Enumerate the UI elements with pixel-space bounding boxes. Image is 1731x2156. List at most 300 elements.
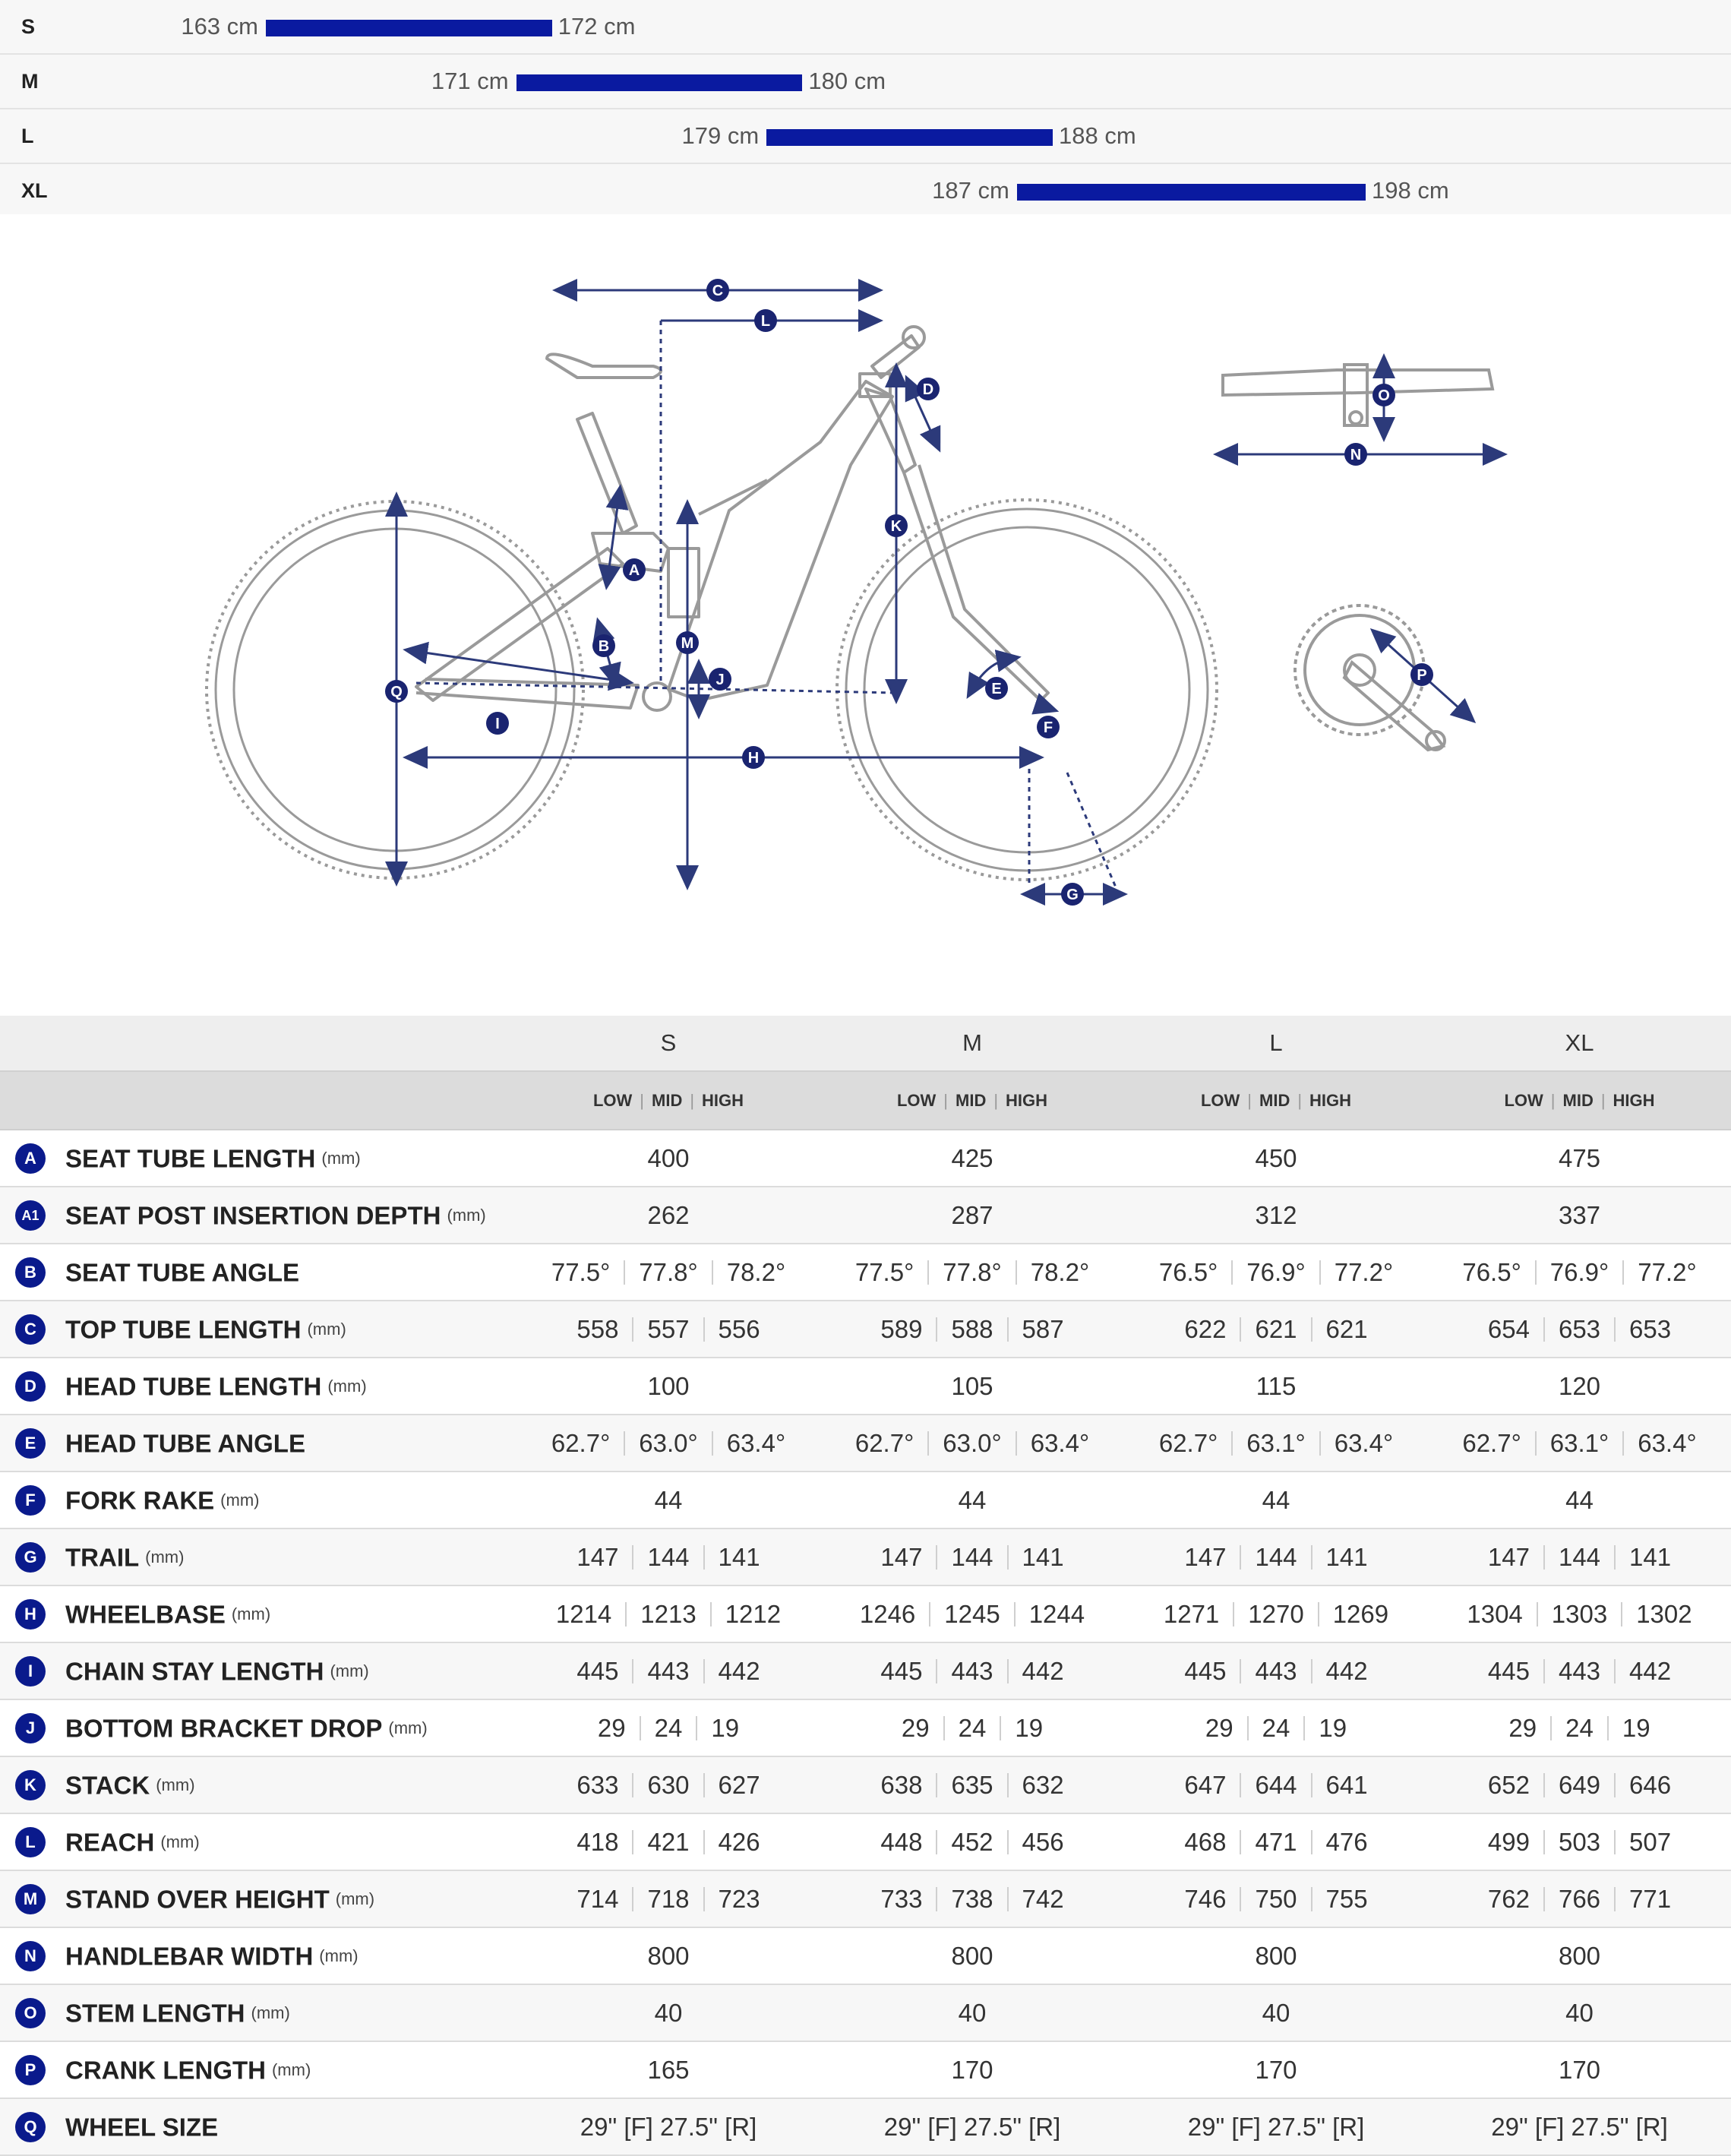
value-separator [1614,1773,1616,1797]
value-separator [703,1659,705,1683]
separator: | [1297,1090,1303,1110]
size-range-bar [766,129,1053,146]
value-separator [703,1317,705,1342]
value-cell: 287 [820,1187,1124,1244]
value-separator [1240,1887,1241,1911]
row-unit: (mm) [251,2003,290,2023]
value-low: 29 [1205,1713,1233,1742]
value-separator [1543,1830,1545,1854]
value-mid: 766 [1558,1884,1601,1913]
row-name: STEM LENGTH [65,1999,245,2028]
value-mid: 63.0° [639,1428,698,1457]
value-separator [632,1545,633,1570]
size-range-chart [0,0,1731,219]
geometry-row-g [0,1528,1731,1585]
row-unit: (mm) [321,1149,361,1168]
value-separator [1550,1716,1552,1740]
row-unit: (mm) [156,1775,195,1795]
value-high: 19 [1015,1713,1044,1742]
value-separator [1614,1887,1616,1911]
value-separator [1231,1260,1233,1285]
value-low: 499 [1487,1827,1530,1856]
value-low: 622 [1184,1314,1227,1343]
value-cell: 40 [516,1984,820,2041]
value-separator [624,1260,625,1285]
value-mid: 1270 [1248,1599,1304,1628]
row-badge: A1 [15,1200,46,1231]
geometry-row-q [0,2098,1731,2155]
value-separator [1247,1716,1249,1740]
value-high: 77.2° [1638,1257,1697,1286]
setting-header-l [1124,1071,1428,1130]
value-cell [820,1699,1124,1756]
value-low: 76.5° [1462,1257,1521,1286]
value-cell: 337 [1428,1187,1731,1244]
value-separator [696,1716,697,1740]
setting-label-high: HIGH [1006,1090,1048,1110]
row-label-cell [0,1415,516,1472]
size-range-bar [266,20,552,36]
value-high: 632 [1022,1770,1064,1799]
separator: | [640,1090,644,1110]
row-name: WHEEL SIZE [65,2113,219,2142]
value-cell: 100 [516,1358,820,1415]
value-low: 147 [1487,1542,1530,1571]
setting-header-row [0,1071,1731,1130]
value-separator [1311,1887,1312,1911]
value-high: 456 [1022,1827,1064,1856]
value-cell: 40 [1428,1984,1731,2041]
value-high: 19 [711,1713,740,1742]
value-cell [1124,1642,1428,1699]
value-mid: 144 [647,1542,690,1571]
value-separator [632,1887,633,1911]
row-label-cell [0,1130,516,1187]
diagram-badge-label: M [681,635,694,652]
value-cell: 44 [1124,1472,1428,1528]
geometry-table [0,1016,1731,2156]
row-unit: (mm) [388,1718,428,1738]
size-header-m: M [820,1016,1124,1071]
value-separator [1311,1545,1312,1570]
value-high: 723 [718,1884,760,1913]
value-high: 587 [1022,1314,1064,1343]
value-low: 29 [1508,1713,1537,1742]
value-mid: 635 [951,1770,993,1799]
diagram-badge-label: B [598,638,610,655]
value-mid: 443 [647,1656,690,1685]
row-label-cell [0,1585,516,1642]
size-row-s [0,0,1731,55]
value-mid: 63.1° [1549,1428,1609,1457]
value-low: 62.7° [854,1428,914,1457]
row-unit: (mm) [330,1661,369,1681]
row-unit: (mm) [271,2060,311,2080]
value-separator [712,1260,713,1285]
row-badge: G [15,1542,46,1573]
value-low: 1304 [1467,1599,1523,1628]
value-low: 1214 [555,1599,612,1628]
value-high: 742 [1022,1884,1064,1913]
value-separator [1007,1773,1009,1797]
value-separator [703,1830,705,1854]
value-cell [1428,1870,1731,1927]
value-separator [929,1602,930,1626]
value-low: 77.5° [551,1257,611,1286]
row-unit: (mm) [145,1547,185,1567]
value-separator [1543,1317,1545,1342]
value-cell [1124,1528,1428,1585]
value-high: 621 [1325,1314,1368,1343]
value-separator [1007,1545,1009,1570]
diagram-badge-label: J [715,672,725,688]
value-separator [1311,1659,1312,1683]
value-high: 63.4° [726,1428,786,1457]
row-label-cell [0,1528,516,1585]
value-mid: 471 [1255,1827,1297,1856]
value-separator [712,1431,713,1456]
value-cell: 170 [1428,2041,1731,2098]
value-separator [624,1431,625,1456]
value-high: 507 [1629,1827,1672,1856]
geometry-row-c [0,1301,1731,1358]
size-range-max: 180 cm [808,68,886,94]
row-name: HEAD TUBE ANGLE [65,1429,305,1458]
value-separator [632,1830,633,1854]
value-separator [1319,1260,1321,1285]
value-low: 762 [1487,1884,1530,1913]
geometry-row-k [0,1756,1731,1813]
value-cell [1124,1813,1428,1870]
value-low: 558 [576,1314,619,1343]
value-low: 1246 [859,1599,916,1628]
separator: | [1550,1090,1556,1110]
value-separator [1240,1659,1241,1683]
value-low: 62.7° [1462,1428,1521,1457]
geometry-row-a [0,1130,1731,1187]
diagram-badge-label: E [991,681,1002,697]
value-cell [516,1642,820,1699]
row-badge: K [15,1770,46,1800]
size-row-label: M [21,70,39,93]
value-separator [1537,1602,1538,1626]
value-separator [1240,1317,1241,1342]
row-badge: O [15,1998,46,2028]
value-high: 1269 [1332,1599,1389,1628]
size-row-label: S [21,15,36,38]
value-high: 19 [1319,1713,1347,1742]
value-low: 29 [597,1713,626,1742]
value-mid: 77.8° [943,1257,1002,1286]
row-unit: (mm) [327,1377,367,1396]
diagram-badge-label: H [747,750,760,767]
row-name: FORK RAKE [65,1486,215,1515]
size-row-label: XL [21,179,48,202]
size-range-min: 179 cm [681,122,760,149]
value-high: 19 [1622,1713,1650,1742]
value-cell [1124,1244,1428,1301]
value-cell [820,1585,1124,1642]
diagram-badge-label: N [1350,447,1362,463]
diagram-badge-label: F [1043,719,1053,736]
value-separator [1240,1830,1241,1854]
row-badge: J [15,1713,46,1743]
setting-label-low: LOW [592,1090,633,1110]
row-badge: D [15,1371,46,1402]
diagram-badge-label: O [1378,387,1390,404]
value-cell [1124,1585,1428,1642]
value-separator [625,1602,627,1626]
value-separator [1007,1830,1009,1854]
value-low: 468 [1184,1827,1227,1856]
row-name: TOP TUBE LENGTH [65,1315,302,1344]
setting-label-high: HIGH [702,1090,744,1110]
value-high: 771 [1629,1884,1672,1913]
value-separator [1007,1317,1009,1342]
value-cell: 165 [516,2041,820,2098]
value-cell: 800 [516,1927,820,1984]
value-separator [640,1716,641,1740]
setting-header-xl [1428,1071,1731,1130]
value-separator [632,1659,633,1683]
handlebar-drawing [1223,365,1493,425]
row-unit: (mm) [447,1206,486,1225]
value-separator [1240,1545,1241,1570]
value-cell [1428,1585,1731,1642]
row-badge: L [15,1827,46,1857]
value-cell [516,1699,820,1756]
value-mid: 649 [1558,1770,1601,1799]
value-cell: 170 [820,2041,1124,2098]
value-separator [936,1887,937,1911]
geometry-diagram [0,214,1731,1016]
value-mid: 653 [1558,1314,1601,1343]
row-badge: A [15,1143,46,1174]
setting-label-high: HIGH [1309,1090,1352,1110]
value-cell [820,1528,1124,1585]
value-separator [1543,1545,1545,1570]
diagram-badge-label: K [890,518,902,535]
geometry-row-o [0,1984,1731,2041]
bike-frame [416,327,1048,710]
value-mid: 557 [647,1314,690,1343]
value-separator [1535,1431,1537,1456]
separator: | [1247,1090,1252,1110]
setting-label-low: LOW [896,1090,937,1110]
value-cell: 400 [516,1130,820,1187]
row-label-cell [0,1472,516,1528]
value-high: 141 [1022,1542,1064,1571]
value-mid: 630 [647,1770,690,1799]
value-separator [1007,1659,1009,1683]
value-mid: 443 [1255,1656,1297,1685]
value-cell [516,1415,820,1472]
value-separator [927,1431,929,1456]
value-low: 29 [901,1713,930,1742]
value-high: 1212 [725,1599,782,1628]
value-low: 445 [576,1656,619,1685]
size-range-max: 172 cm [558,13,636,40]
value-mid: 24 [1262,1713,1290,1742]
value-separator [936,1545,937,1570]
row-name: SEAT TUBE ANGLE [65,1258,300,1287]
row-name: SEAT POST INSERTION DEPTH [65,1201,441,1230]
row-badge: E [15,1428,46,1459]
value-separator [1543,1887,1545,1911]
value-cell [1124,1301,1428,1358]
value-low: 147 [576,1542,619,1571]
value-separator [936,1830,937,1854]
value-mid: 452 [951,1827,993,1856]
value-mid: 24 [654,1713,683,1742]
value-cell [1428,1642,1731,1699]
value-cell [516,1585,820,1642]
size-range-max: 198 cm [1372,177,1449,204]
size-row-label: L [21,125,34,147]
value-cell [820,1870,1124,1927]
value-cell [820,1642,1124,1699]
value-mid: 144 [1255,1542,1297,1571]
geometry-row-m [0,1870,1731,1927]
separator: | [993,1090,999,1110]
value-separator [1622,1260,1624,1285]
value-cell: 105 [820,1358,1124,1415]
diagram-badge-label: P [1417,667,1427,684]
geometry-row-f [0,1472,1731,1528]
value-separator [1311,1317,1312,1342]
value-low: 589 [880,1314,923,1343]
setting-label-mid: MID [1562,1090,1594,1110]
value-cell: 170 [1124,2041,1428,2098]
value-cell [516,1756,820,1813]
value-low: 418 [576,1827,619,1856]
value-cell [820,1244,1124,1301]
value-separator [1240,1773,1241,1797]
size-range-max: 188 cm [1059,122,1136,149]
size-header-xl: XL [1428,1016,1731,1071]
row-label-cell [0,1756,516,1813]
value-low: 62.7° [1158,1428,1218,1457]
value-mid: 443 [1558,1656,1601,1685]
value-low: 647 [1184,1770,1227,1799]
row-name: REACH [65,1828,155,1857]
value-low: 77.5° [854,1257,914,1286]
diagram-badge-label: I [495,716,500,732]
value-high: 63.4° [1334,1428,1394,1457]
size-range-bar [516,74,803,91]
value-cell [516,1813,820,1870]
value-cell [1428,1244,1731,1301]
value-mid: 503 [1558,1827,1601,1856]
value-cell: 262 [516,1187,820,1244]
row-name: CRANK LENGTH [65,2056,266,2085]
size-range-min: 163 cm [181,13,258,40]
value-low: 445 [880,1656,923,1685]
value-high: 78.2° [1030,1257,1090,1286]
value-high: 1244 [1028,1599,1085,1628]
bike-diagram-svg [0,214,1731,1016]
row-name: HANDLEBAR WIDTH [65,1942,314,1971]
value-separator [703,1773,705,1797]
value-low: 714 [576,1884,619,1913]
value-mid: 738 [951,1884,993,1913]
front-wheel [837,500,1217,880]
row-label-cell [0,2041,516,2098]
size-header-s: S [516,1016,820,1071]
value-separator [632,1317,633,1342]
value-low: 633 [576,1770,619,1799]
value-separator [1303,1716,1305,1740]
value-cell [820,1301,1124,1358]
setting-label-mid: MID [1259,1090,1290,1110]
value-separator [936,1659,937,1683]
value-separator [1016,1431,1017,1456]
row-unit: (mm) [220,1491,260,1510]
value-cell: 44 [516,1472,820,1528]
value-cell [1124,1699,1428,1756]
row-label-cell [0,1927,516,1984]
value-separator [1007,1887,1009,1911]
value-cell [516,1301,820,1358]
diagram-badge-label: D [922,381,934,398]
value-low: 147 [880,1542,923,1571]
value-cell [1124,1756,1428,1813]
diagram-badge-label: L [760,313,771,330]
geometry-row-i [0,1642,1731,1699]
geometry-row-d [0,1358,1731,1415]
value-mid: 718 [647,1884,690,1913]
value-low: 445 [1487,1656,1530,1685]
row-badge: B [15,1257,46,1288]
value-high: 1302 [1636,1599,1692,1628]
value-cell: 800 [820,1927,1124,1984]
size-range-min: 171 cm [431,68,509,94]
row-badge: P [15,2055,46,2085]
row-label-cell [0,1244,516,1301]
value-high: 78.2° [726,1257,786,1286]
size-range-min: 187 cm [932,177,1009,204]
value-separator [1535,1260,1537,1285]
value-cell [1428,1756,1731,1813]
row-name: CHAIN STAY LENGTH [65,1657,324,1686]
row-name: TRAIL [65,1543,140,1572]
value-high: 63.4° [1638,1428,1697,1457]
value-low: 746 [1184,1884,1227,1913]
value-high: 442 [1629,1656,1672,1685]
value-low: 62.7° [551,1428,611,1457]
value-cell: 29" [F] 27.5" [R] [1124,2098,1428,2155]
value-separator [1318,1602,1319,1626]
value-cell [516,1528,820,1585]
geometry-row-p [0,2041,1731,2098]
value-separator [1231,1431,1233,1456]
value-high: 476 [1325,1827,1368,1856]
value-cell: 800 [1428,1927,1731,1984]
row-badge: C [15,1314,46,1345]
value-separator [943,1716,945,1740]
value-separator [1543,1773,1545,1797]
setting-header-s [516,1071,820,1130]
value-cell: 44 [820,1472,1124,1528]
row-name: HEAD TUBE LENGTH [65,1372,322,1401]
value-cell: 425 [820,1130,1124,1187]
value-high: 442 [1325,1656,1368,1685]
value-high: 641 [1325,1770,1368,1799]
value-low: 652 [1487,1770,1530,1799]
value-high: 653 [1629,1314,1672,1343]
row-label-cell [0,1699,516,1756]
value-cell [820,1813,1124,1870]
